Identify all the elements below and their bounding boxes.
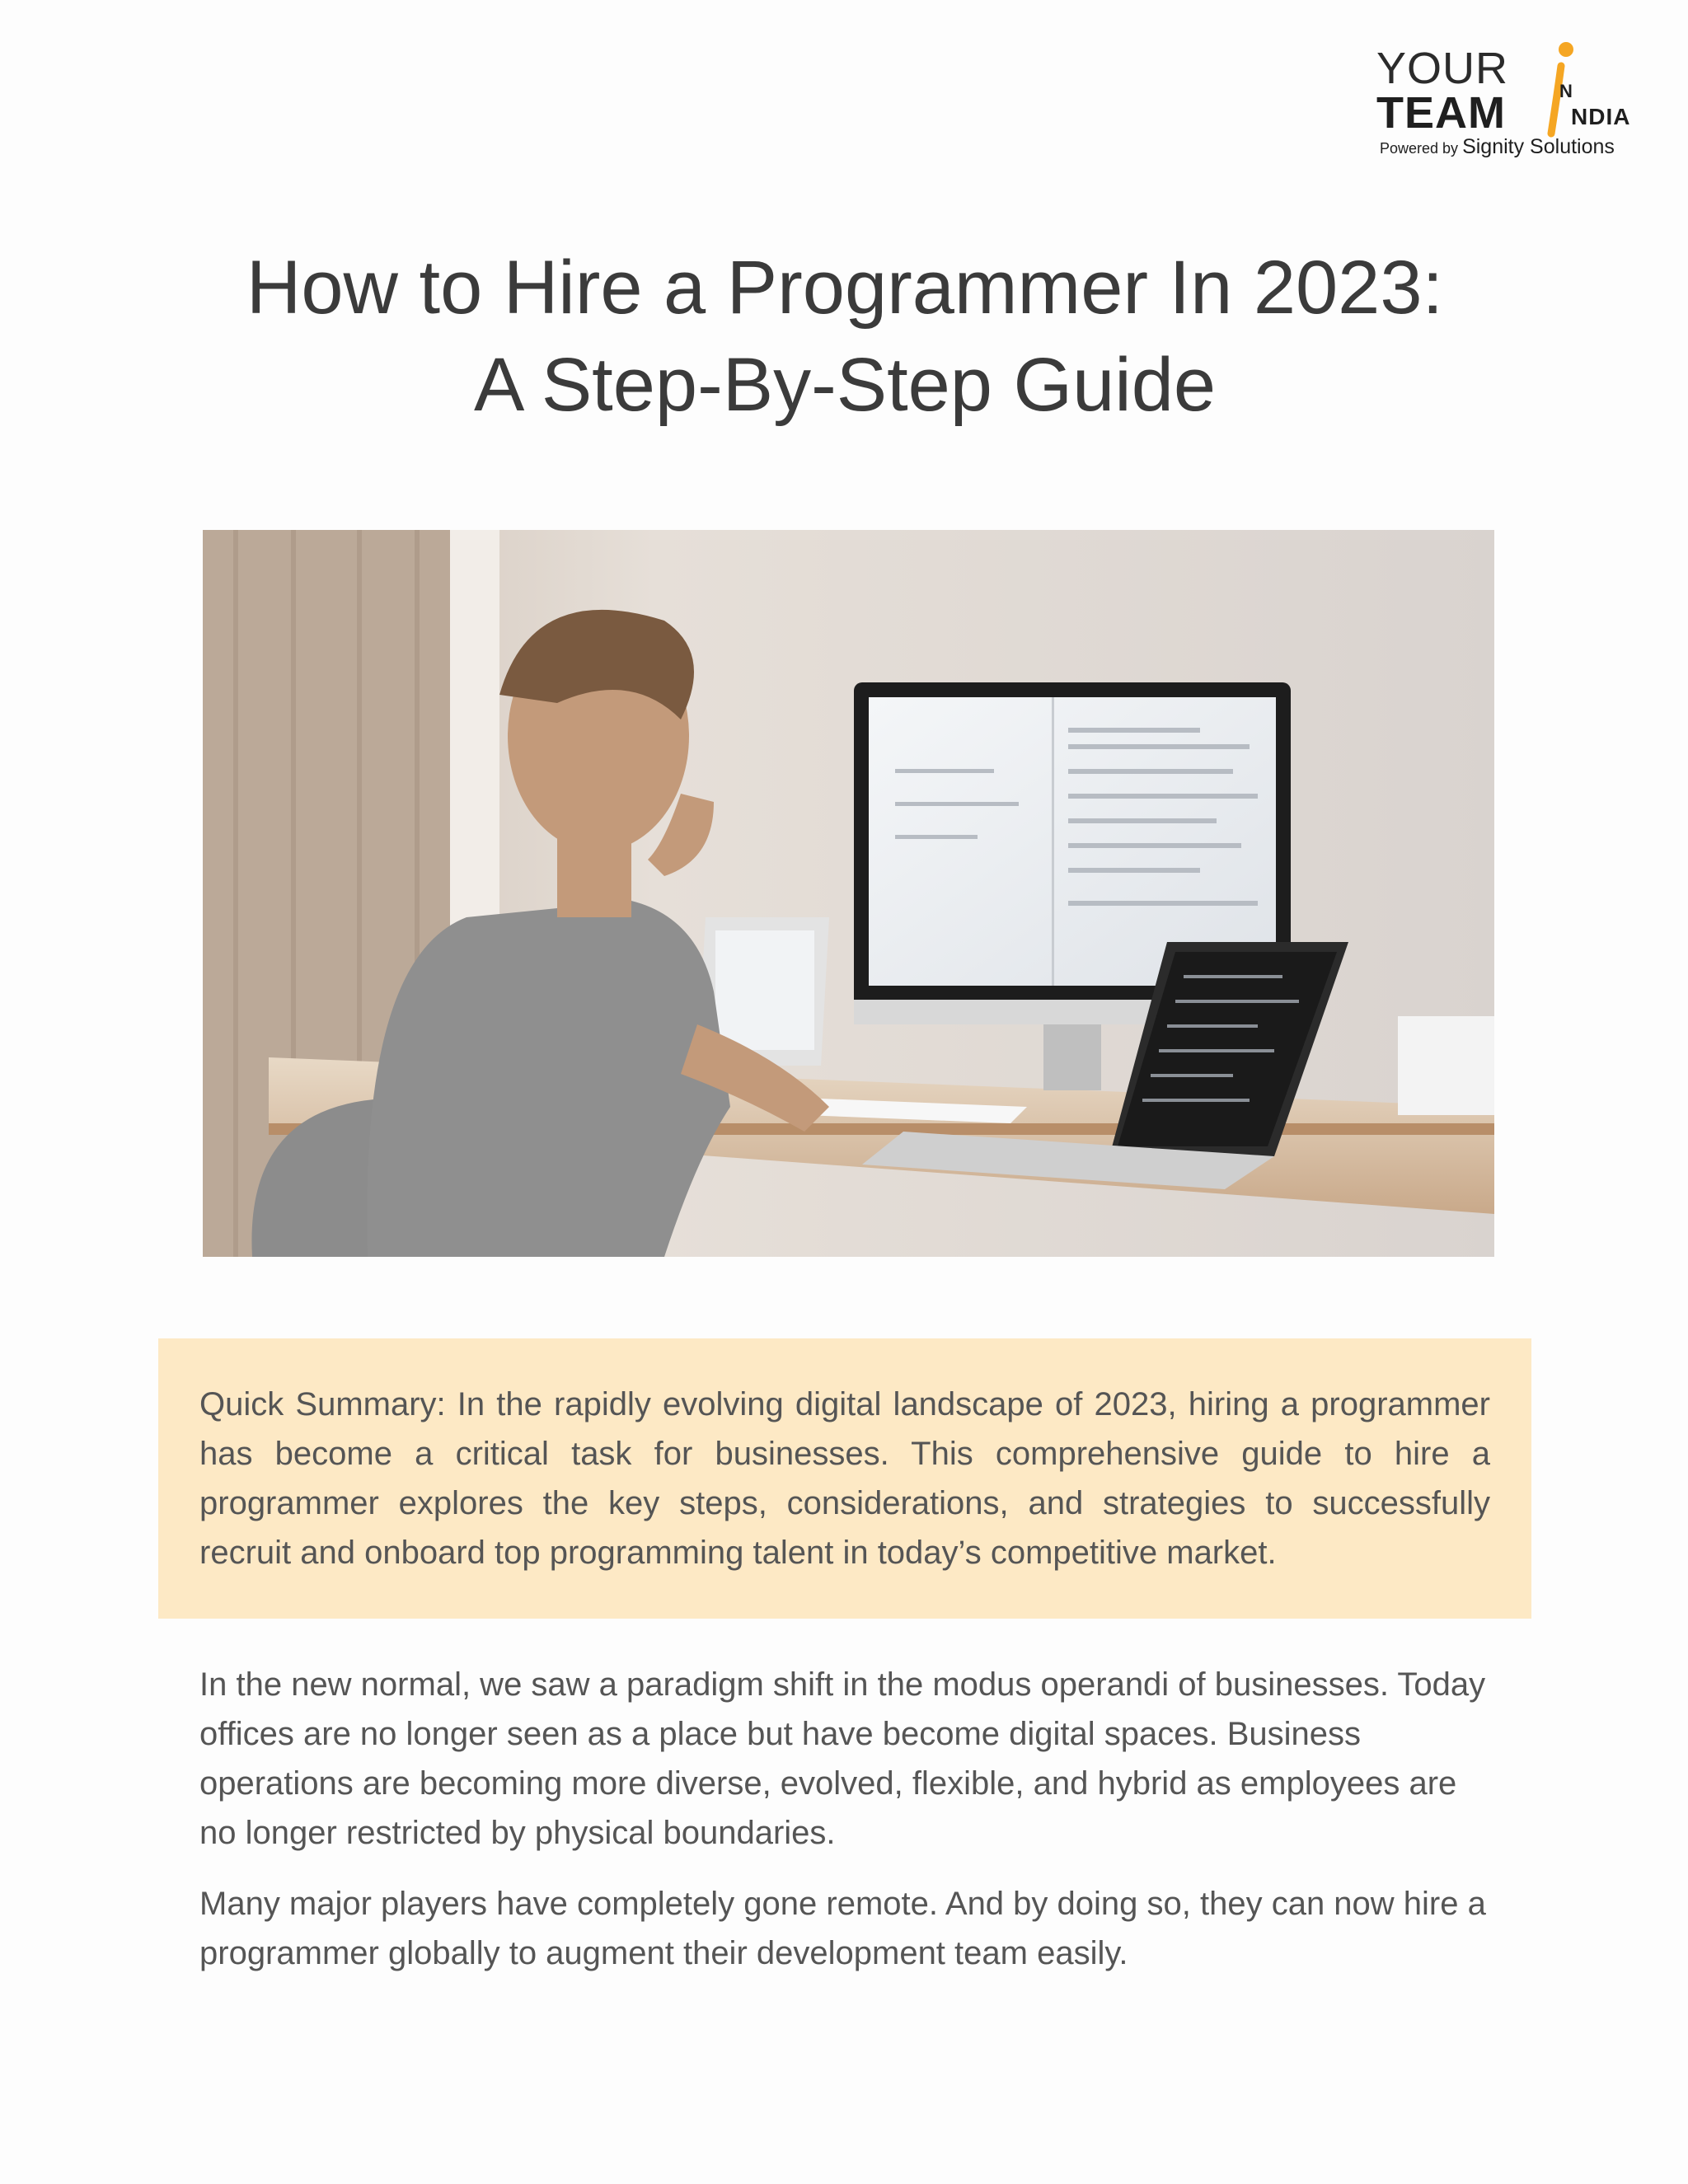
article-body <box>199 1660 1502 1999</box>
logo-tagline <box>1380 135 1615 159</box>
logo-word-team: TEAM <box>1376 88 1506 138</box>
paragraph: In the new normal, we saw a paradigm shift in the modus operandi of businesses. Today offices are no longer seen as a place but have become digital spaces. Business operations are becoming more diverse, evolved, flexible, and hybrid as employees are no longer restricted by physical boundaries. <box>199 1666 1486 1851</box>
hero-image <box>203 530 1494 1257</box>
title-line-2: A Step-By-Step Guide <box>473 343 1217 427</box>
logo-word-your: YOUR <box>1376 44 1509 93</box>
quick-summary-box <box>158 1338 1531 1619</box>
page-title <box>165 239 1525 434</box>
paragraph: Many major players have completely gone remote. And by doing so, they can now hire a programmer globally to augment their development team easily. <box>199 1886 1486 1971</box>
logo-powered-by: Powered by <box>1380 140 1459 157</box>
logo-brand: Signity Solutions <box>1462 135 1615 158</box>
logo <box>1368 41 1640 165</box>
quick-summary-text: Quick Summary: In the rapidly evolving digital landscape of 2023, hiring a programmer has become a critical task for businesses. This comprehensive guide to hire a programmer explores the key steps, considerations, and strategies to successfully recruit and onboard top programming talent in today’s competitive market. <box>199 1386 1490 1571</box>
logo-word-n: N <box>1559 81 1573 101</box>
title-line-1: How to Hire a Programmer In 2023: <box>246 246 1444 330</box>
logo-word-ndia: NDIA <box>1571 104 1631 129</box>
